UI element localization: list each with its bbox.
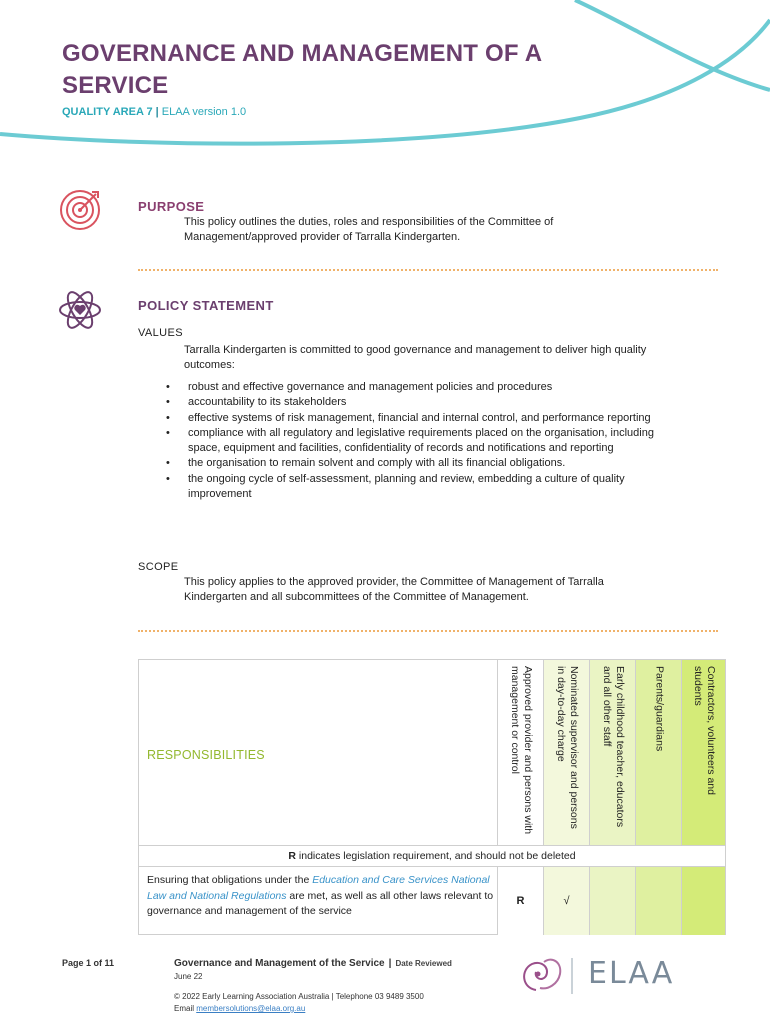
date-reviewed-label: Date Reviewed xyxy=(395,959,452,968)
table-cell xyxy=(635,867,681,935)
column-header-label: Contractors, volunteers and students xyxy=(691,666,717,795)
policy-statement-heading: POLICY STATEMENT xyxy=(138,298,274,313)
list-item: • robust and effective governance and management policies and procedures xyxy=(164,380,684,395)
footer-copyright: © 2022 Early Learning Association Australia | Telephone 03 9489 3500 xyxy=(174,992,424,1001)
subtitle-separator: | xyxy=(155,106,159,118)
email-link[interactable]: membersolutions@elaa.org.au xyxy=(196,1004,306,1013)
footer-title-text: Governance and Management of the Service xyxy=(174,958,385,969)
row-description xyxy=(147,873,497,920)
column-nominated-supervisor xyxy=(543,660,589,845)
legend-row xyxy=(139,845,725,867)
footer-email xyxy=(174,1004,305,1013)
scope-label: SCOPE xyxy=(138,561,179,573)
list-item: • accountability to its stakeholders xyxy=(164,395,684,410)
column-header-label: Early childhood teacher, educators and all other staff xyxy=(600,666,626,828)
values-label: VALUES xyxy=(138,327,183,339)
version-label: ELAA version 1.0 xyxy=(161,106,247,118)
responsibilities-title: RESPONSIBILITIES xyxy=(147,748,265,762)
table-header xyxy=(139,660,725,845)
legend-r: R xyxy=(288,850,296,862)
list-item: • the ongoing cycle of self-assessment, planning and review, embedding a culture of quality improvement xyxy=(164,472,684,503)
column-contractors-volunteers xyxy=(681,660,725,845)
column-parents-guardians xyxy=(635,660,681,845)
elaa-logo-mark-icon xyxy=(516,952,576,1000)
list-item: • compliance with all regulatory and legislative requirements placed on the organisation, including space, equipment and facilities, confidentiality of records and notifications and reporting xyxy=(164,426,684,457)
column-header-label: Parents/guardians xyxy=(653,666,665,752)
quality-area-label: QUALITY AREA 7 xyxy=(62,106,153,118)
purpose-heading: PURPOSE xyxy=(138,199,205,214)
row-text-after: are met, as well as all other laws relevant to governance and management of the service xyxy=(147,889,494,917)
values-list xyxy=(164,380,684,502)
section-divider xyxy=(138,269,718,271)
table-cell: R xyxy=(497,867,543,935)
page-number: Page 1 of 11 xyxy=(62,958,115,968)
section-divider xyxy=(138,630,718,632)
row-text-before: Ensuring that obligations under the xyxy=(147,874,313,886)
atom-heart-icon xyxy=(58,288,102,332)
legend-text: indicates legislation requirement, and should not be deleted xyxy=(295,850,576,862)
elaa-logo-text: ELAA xyxy=(588,956,675,991)
column-educators-staff xyxy=(589,660,635,845)
document-title: GOVERNANCE AND MANAGEMENT OF A SERVICE xyxy=(62,40,542,99)
purpose-text: This policy outlines the duties, roles and responsibilities of the Committee of Management/approved provider of Tarralla Kindergarten. xyxy=(184,216,554,243)
footer-separator: | xyxy=(388,958,392,969)
email-label: Email xyxy=(174,1004,197,1013)
national-law-link[interactable]: Education and Care Services National Law and National Regulations xyxy=(147,874,490,902)
target-icon xyxy=(58,188,102,232)
column-header-label: Approved provider and persons with management or control xyxy=(508,666,534,835)
date-reviewed-value: June 22 xyxy=(174,972,203,981)
column-header-label: Nominated supervisor and persons in day-to-day charge xyxy=(554,666,580,829)
values-intro: Tarralla Kindergarten is committed to good governance and management to deliver high quality outcomes: xyxy=(184,344,647,371)
table-cell: √ xyxy=(543,867,589,935)
scope-text: This policy applies to the approved provider, the Committee of Management of Tarralla Kindergarten and all subcommittees of the Committee of Management. xyxy=(184,576,604,603)
document-subtitle xyxy=(62,106,246,118)
responsibilities-table xyxy=(138,659,726,935)
table-cell xyxy=(681,867,725,935)
footer-document-title xyxy=(174,958,452,969)
table-cell xyxy=(589,867,635,935)
list-item: • the organisation to remain solvent and comply with all its financial obligations. xyxy=(164,456,684,471)
table-row xyxy=(139,867,725,935)
list-item: • effective systems of risk management, financial and internal control, and performance reporting xyxy=(164,411,684,426)
column-approved-provider xyxy=(497,660,543,845)
elaa-logo xyxy=(516,952,686,1000)
